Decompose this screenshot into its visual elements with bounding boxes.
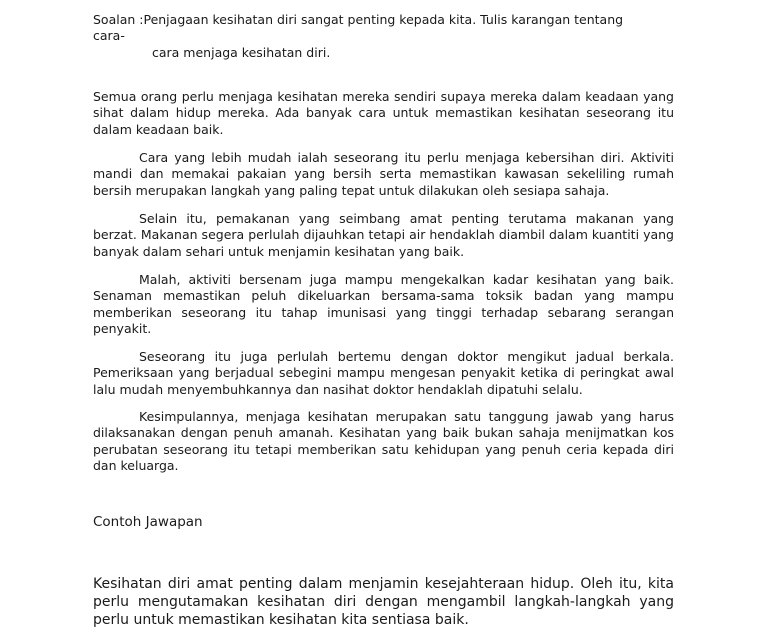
question-line-3: cara menjaga kesihatan diri. [152,45,331,60]
question-line-1: Soalan :Penjagaan kesihatan diri sangat penting kepada kita. Tulis karangan tentang [93,12,624,27]
essay-paragraph-conclusion: Kesimpulannya, menjaga kesihatan merupakan satu tanggung jawab yang harus dilaksanakan dengan penuh amanah. Kesihatan yang baik bukan sahaja menijmatkan kos perubatan seseorang itu tetapi memberikan satu kehidupan yang penuh ceria kepada diri dan keluarga. [93,409,674,473]
essay-paragraph-diet: Selain itu, pemakanan yang seimbang amat penting terutama makanan yang berzat. Makanan segera perlulah dijauhkan tetapi air hendaklah diambil dalam kuantiti yang banyak dalam sehari untuk menjamin kesihatan yang baik. [93,211,674,259]
example-answer-paragraph: Kesihatan diri amat penting dalam menjamin kesejahteraan hidup. Oleh itu, kita perlu mengutamakan kesihatan diri dengan mengambil langkah-langkah yang perlu untuk memastikan kesihatan kita sentiasa baik. [93,576,674,628]
question-line-2: cara- [93,28,125,43]
essay-paragraph-exercise: Malah, aktiviti bersenam juga mampu mengekalkan kadar kesihatan yang baik. Senaman memastikan peluh dikeluarkan bersama-sama toksik badan yang mampu memberikan seseorang itu tahap imunisasi yang tinggi terhadap sebarang serangan penyakit. [93,272,674,336]
example-answer-heading: Contoh Jawapan [93,514,203,530]
essay-paragraph-intro: Semua orang perlu menjaga kesihatan mereka sendiri supaya mereka dalam keadaan yang sihat dalam hidup mereka. Ada banyak cara untuk memastikan kesihatan seseorang itu dalam keadaan baik. [93,89,674,137]
essay-paragraph-doctor: Seseorang itu juga perlulah bertemu dengan doktor mengikut jadual berkala. Pemeriksaan yang berjadual sebegini mampu mengesan penyakit ketika di peringkat awal lalu mudah menyembuhkannya dan nasihat doktor hendaklah dipatuhi selalu. [93,349,674,397]
essay-paragraph-cleanliness: Cara yang lebih mudah ialah seseorang itu perlu menjaga kebersihan diri. Aktiviti mandi dan memakai pakaian yang bersih serta memastikan kawasan sekeliling rumah bersih merupakan langkah yang paling tepat untuk dilakukan oleh sesiapa sahaja. [93,150,674,198]
